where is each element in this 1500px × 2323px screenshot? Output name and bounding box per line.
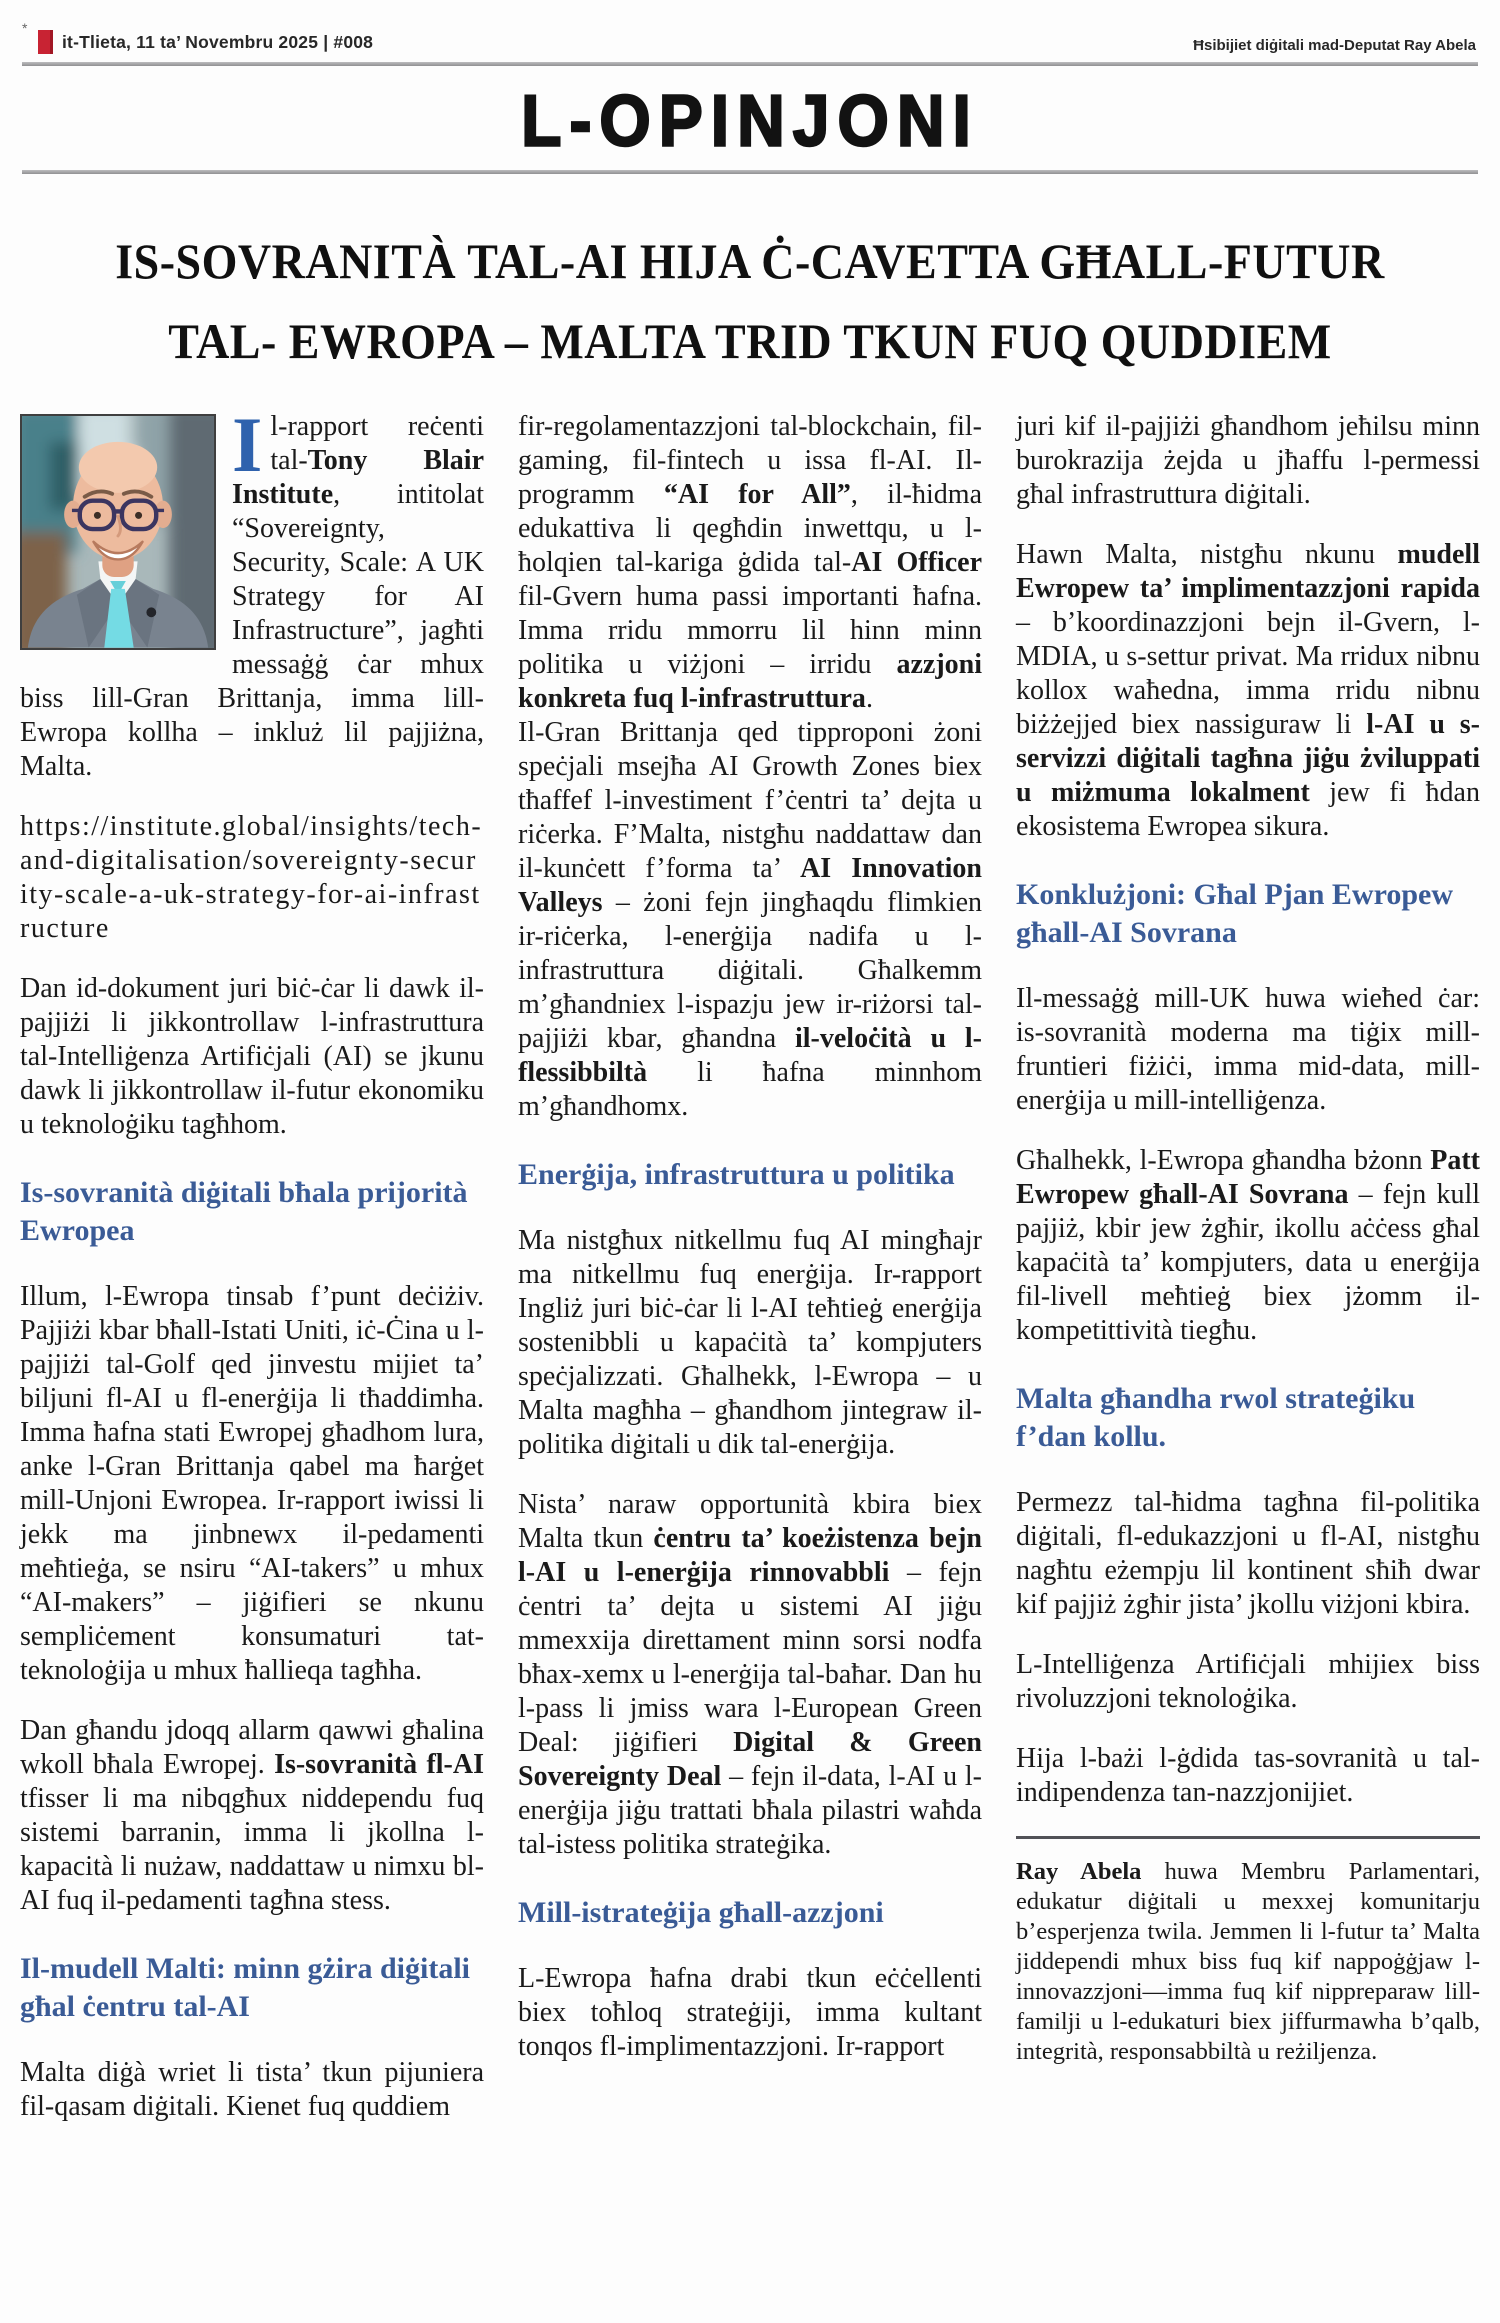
- headline-line-2: TAL- EWROPA – MALTA TRID TKUN FUQ QUDDIEM: [168, 313, 1332, 369]
- text-run: Illum, l-Ewropa tinsab f’punt deċiżiv. Pajjiżi kbar bħall-Istati Uniti, iċ-Ċina u l-pajjiżi tal-Golf qed jinvestu mijiet ta’ biljuni fl-AI u fl-enerġija li tħaddimha. Imma ħafna stati Ewropej għadhom lura, anke l-Gran Brittanja qabel ma ħarġet mill-Unjoni Ewropea. Ir-rapport iwissi li jekk ma jinbnewx il-pedamenti meħtieġa, se nsiru “AI-takers” u mhux “AI-makers” – jiġifieri se nkunu sempliċement konsumaturi tat-teknoloġija u mhux ħallieqa tagħha.: [20, 1281, 484, 1686]
- column-2: [518, 410, 982, 2150]
- text-run: Hawn Malta, nistgħu nkunu: [1016, 539, 1398, 570]
- top-divider-rule: [22, 62, 1478, 66]
- text-run: .: [865, 683, 873, 714]
- text-run: Ma nistgħux nitkellmu fuq AI mingħajr ma nitkellmu fuq enerġija. Ir-rapport Ingliż juri biċ-ċar li l-AI teħtieġ enerġija sostenibbli u kapaċità ta’ kompjuters speċjalizzati. Għalhekk, l-Ewropa – u Malta magħha – għandhom jintegraw il-politika diġitali u dik tal-enerġija.: [518, 1225, 982, 1460]
- article-paragraph: [518, 1488, 982, 1862]
- article-columns: [20, 401, 1481, 2150]
- text-run: li ħafna minnhom m’għandhomx.: [518, 1057, 982, 1122]
- topbar-left: [22, 20, 374, 54]
- article-url: [20, 810, 484, 946]
- text-run: – fejn kull pajjiż, kbir jew żgħir, ikollu aċċess għal kapaċità ta’ kompjuters, data u enerġija fil-livell meħtieġ biex jżomm il-kompetittività tiegħu.: [1016, 1179, 1481, 1346]
- bio-divider: [1016, 1836, 1480, 1839]
- bold-text: “AI for All”: [663, 479, 851, 510]
- masthead-divider-rule: [22, 170, 1478, 174]
- text-run: juri kif il-pajjiżi għandhom jeħilsu minn burokrazija żejda u jħaffu l-permessi għal infrastruttura diġitali.: [1016, 411, 1480, 510]
- text-run: fir-regolamentazzjoni tal-blockchain, fil-gaming, fil-fintech u issa fl-AI. Il-programm: [518, 411, 982, 510]
- masthead-title: L-OPINJONI: [521, 79, 979, 161]
- text-run: – żoni fejn jingħaqdu flimkien ir-riċerka, l-enerġija nadifa u l-infrastruttura diġitali. Għalkemm m’għandniex l-ispazju jew ir-riżorsi tal-pajjiżi kbar, għandna: [518, 887, 982, 1054]
- text-run: Dan għandu jdoqq allarm qawwi għalina wkoll bħala Ewropej.: [20, 1715, 484, 1780]
- drop-cap: I: [232, 401, 263, 488]
- lead-paragraph: [20, 401, 484, 784]
- article-paragraph: [518, 1224, 982, 1462]
- bold-text: Patt Ewropew għall-AI Sovrana: [1016, 1145, 1480, 1210]
- bold-text: mudell Ewropew ta’ implimentazzjoni rapida: [1016, 539, 1480, 604]
- section-subhead: Il-mudell Malti: minn gżira diġitali għal ċentru tal-AI: [20, 1952, 470, 2023]
- article-paragraph: [1016, 410, 1480, 512]
- bold-text: AI Officer: [851, 547, 982, 578]
- text-run: – fejn ċentri ta’ dejta u sistemi AI jiġu mmexxija direttament minn sorsi nodfa bħax-xemx u l-enerġija tal-baħar. Dan hu l-pass li jmiss wara l-European Green Deal: jiġifieri: [518, 1557, 983, 1758]
- text-run: jew fi ħdan ekosistema Ewropea sikura.: [1016, 777, 1480, 842]
- section-subhead: Malta għandha rwol strateġiku f’dan kollu.: [1016, 1382, 1416, 1453]
- bold-text: AI Innovation Valleys: [518, 853, 982, 918]
- print-mark: *: [22, 20, 28, 36]
- bold-text: Ray Abela: [1016, 1858, 1142, 1885]
- text-run: L-Intelliġenza Artifiċjali mhijiex biss rivoluzzjoni teknoloġika.: [1016, 1649, 1480, 1714]
- text-run: Nista’ naraw opportunità kbira biex Malta tkun: [518, 1489, 982, 1554]
- bold-text: il-veloċità u l-flessibbiltà: [518, 1023, 982, 1088]
- article-paragraph: [1016, 1486, 1480, 1622]
- article-paragraph: [1016, 982, 1480, 1118]
- article-paragraph: [20, 2056, 484, 2124]
- ray-abela-photo: [20, 414, 216, 650]
- text-run: https://institute.global/insights/tech-and-digitalisation/sovereignty-security-scale-a-uk-strategy-for-ai-infrastructure: [20, 811, 483, 944]
- article-headline: [20, 222, 1480, 382]
- article-paragraph: [1016, 1742, 1480, 1810]
- article-paragraph: [1016, 1648, 1480, 1716]
- text-run: Dan id-dokument juri biċ-ċar li dawk il-pajjiżi li jikkontrollaw l-infrastruttura tal-Intelliġenza Artifiċjali (AI) se jkunu dawk li jikkontrollaw il-futur ekonomiku u teknoloġiku tagħhom.: [20, 973, 484, 1140]
- text-run: – fejn il-data, l-AI u l-enerġija jiġu trattati bħala pilastri waħda tal-istess politika strateġika.: [518, 1761, 982, 1860]
- section-subhead: Is-sovranità diġitali bħala prijorità Ewropea: [20, 1176, 468, 1247]
- article-paragraph: [1016, 538, 1480, 844]
- article-paragraph: [20, 972, 484, 1142]
- text-run: L-Ewropa ħafna drabi tkun eċċellenti biex toħloq strateġiji, imma kultant tonqos fl-implimentazzjoni. Ir-rapport: [518, 1963, 982, 2062]
- bold-text: Digital & Green Sovereignty Deal: [518, 1727, 982, 1792]
- text-run: l-rapport reċenti tal-: [270, 411, 484, 476]
- text-run: Għalhekk, l-Ewropa għandha bżonn: [1016, 1145, 1431, 1176]
- text-run: huwa Membru Parlamentari, edukatur diġitali u mexxej komunitarju b’esperjenza twila. Jemmen li l-futur ta’ Malta jiddependi mhux biss fuq kif nappoġġjaw l-innovazzjoni—imma fuq kif nippreparaw lill-familji u l-edukaturi biex jiffurmawha b’qalb, integrità, responsabbiltà u reżiljenza.: [1016, 1858, 1481, 2065]
- section-subhead: Konklużjoni: Għal Pjan Ewropew għall-AI Sovrana: [1016, 878, 1454, 949]
- edition-tagline: Ħsibijiet diġitali mad-Deputat Ray Abela: [1193, 37, 1476, 54]
- column-1: [20, 401, 484, 2150]
- text-run: Il-messaġġ mill-UK huwa wieħed ċar: is-sovranità moderna ma tiġix mill-fruntieri fiżiċi, imma mid-data, mill-enerġija u mill-intelliġenza.: [1016, 983, 1480, 1116]
- text-run: – b’koordinazzjoni bejn il-Gvern, l-MDIA, u s-settur privat. Ma rridux nibnu kollox waħedna, imma rridu nibnu biżżejjed biex nassiguraw li: [1016, 607, 1480, 740]
- topbar: [20, 0, 1480, 62]
- headline-line-1: IS-SOVRANITÀ TAL-AI HIJA Ċ-CAVETTA GĦALL-FUTUR: [115, 233, 1385, 289]
- text-run: , il-ħidma edukattiva li qegħdin inwettqu, u l-ħolqien tal-kariga ġdida tal-: [518, 479, 982, 578]
- text-run: Il-Gran Brittanja qed tipproponi żoni speċjali msejħa AI Growth Zones biex tħaffef l-investiment f’ċentri ta’ dejta u riċerka. F’Malta, nistgħu naddattaw dan il-kunċett f’forma ta’: [518, 717, 982, 884]
- text-run: Permezz tal-ħidma tagħna fil-politika diġitali, fl-edukazzjoni u fl-AI, nistgħu nagħtu eżempju lil kontinent sħiħ dwar kif pajjiż żgħir jista’ jkollu viżjoni kbira.: [1016, 1487, 1480, 1620]
- date-line: it-Tlieta, 11 ta’ Novembru 2025 | #008: [62, 31, 374, 52]
- article-paragraph: [20, 1280, 484, 1688]
- article-paragraph: [518, 1962, 982, 2064]
- bold-text: Is-sovranità fl-AI: [274, 1749, 484, 1780]
- text-run: , intitolat “Sovereignty, Security, Scale: A UK Strategy for AI Infrastructure”, jagħti messaġġ ċar mhux biss lill-Gran Brittanja, imma lill-Ewropa kollha – inkluż lil pajjiżna, Malta.: [20, 479, 484, 782]
- text-run: Hija l-bażi l-ġdida tas-sovranità u tal-indipendenza tan-nazzjonijiet.: [1016, 1743, 1480, 1808]
- article-paragraph: [1016, 1144, 1480, 1348]
- red-accent-box: [38, 30, 53, 54]
- article-paragraph: [518, 716, 982, 1124]
- text-run: fil-Gvern huma passi importanti ħafna. Imma rridu mmorru lil hinn minn politika u viżjoni – irridu: [518, 581, 982, 680]
- bold-text: Tony Blair Institute: [232, 445, 484, 510]
- bold-text: l-AI u s-servizzi diġitali tagħna jiġu żviluppati u miżmuma lokalment: [1016, 709, 1480, 808]
- portrait-illustration: [22, 416, 214, 648]
- article-paragraph: [518, 410, 982, 716]
- bold-text: ċentru ta’ koeżistenza bejn l-AI u l-enerġija rinnovabbli: [518, 1523, 982, 1588]
- bold-text: azzjoni konkreta fuq l-infrastruttura: [518, 649, 982, 714]
- section-subhead: Mill-istrateġija għall-azzjoni: [518, 1896, 884, 1929]
- text-run: tfisser li ma nibqgħux niddependu fuq sistemi barranin, imma li jkollna l-kapacità li nużaw, naddattaw u nimxu bl-AI fuq il-pedamenti tagħna stess.: [20, 1783, 484, 1916]
- section-subhead: Enerġija, infrastruttura u politika: [518, 1158, 955, 1191]
- column-3: [1016, 410, 1480, 2150]
- text-run: Malta diġà wriet li tista’ tkun pijuniera fil-qasam diġitali. Kienet fuq quddiem: [20, 2057, 484, 2122]
- author-bio: [1016, 1857, 1480, 2067]
- article-paragraph: [20, 1714, 484, 1918]
